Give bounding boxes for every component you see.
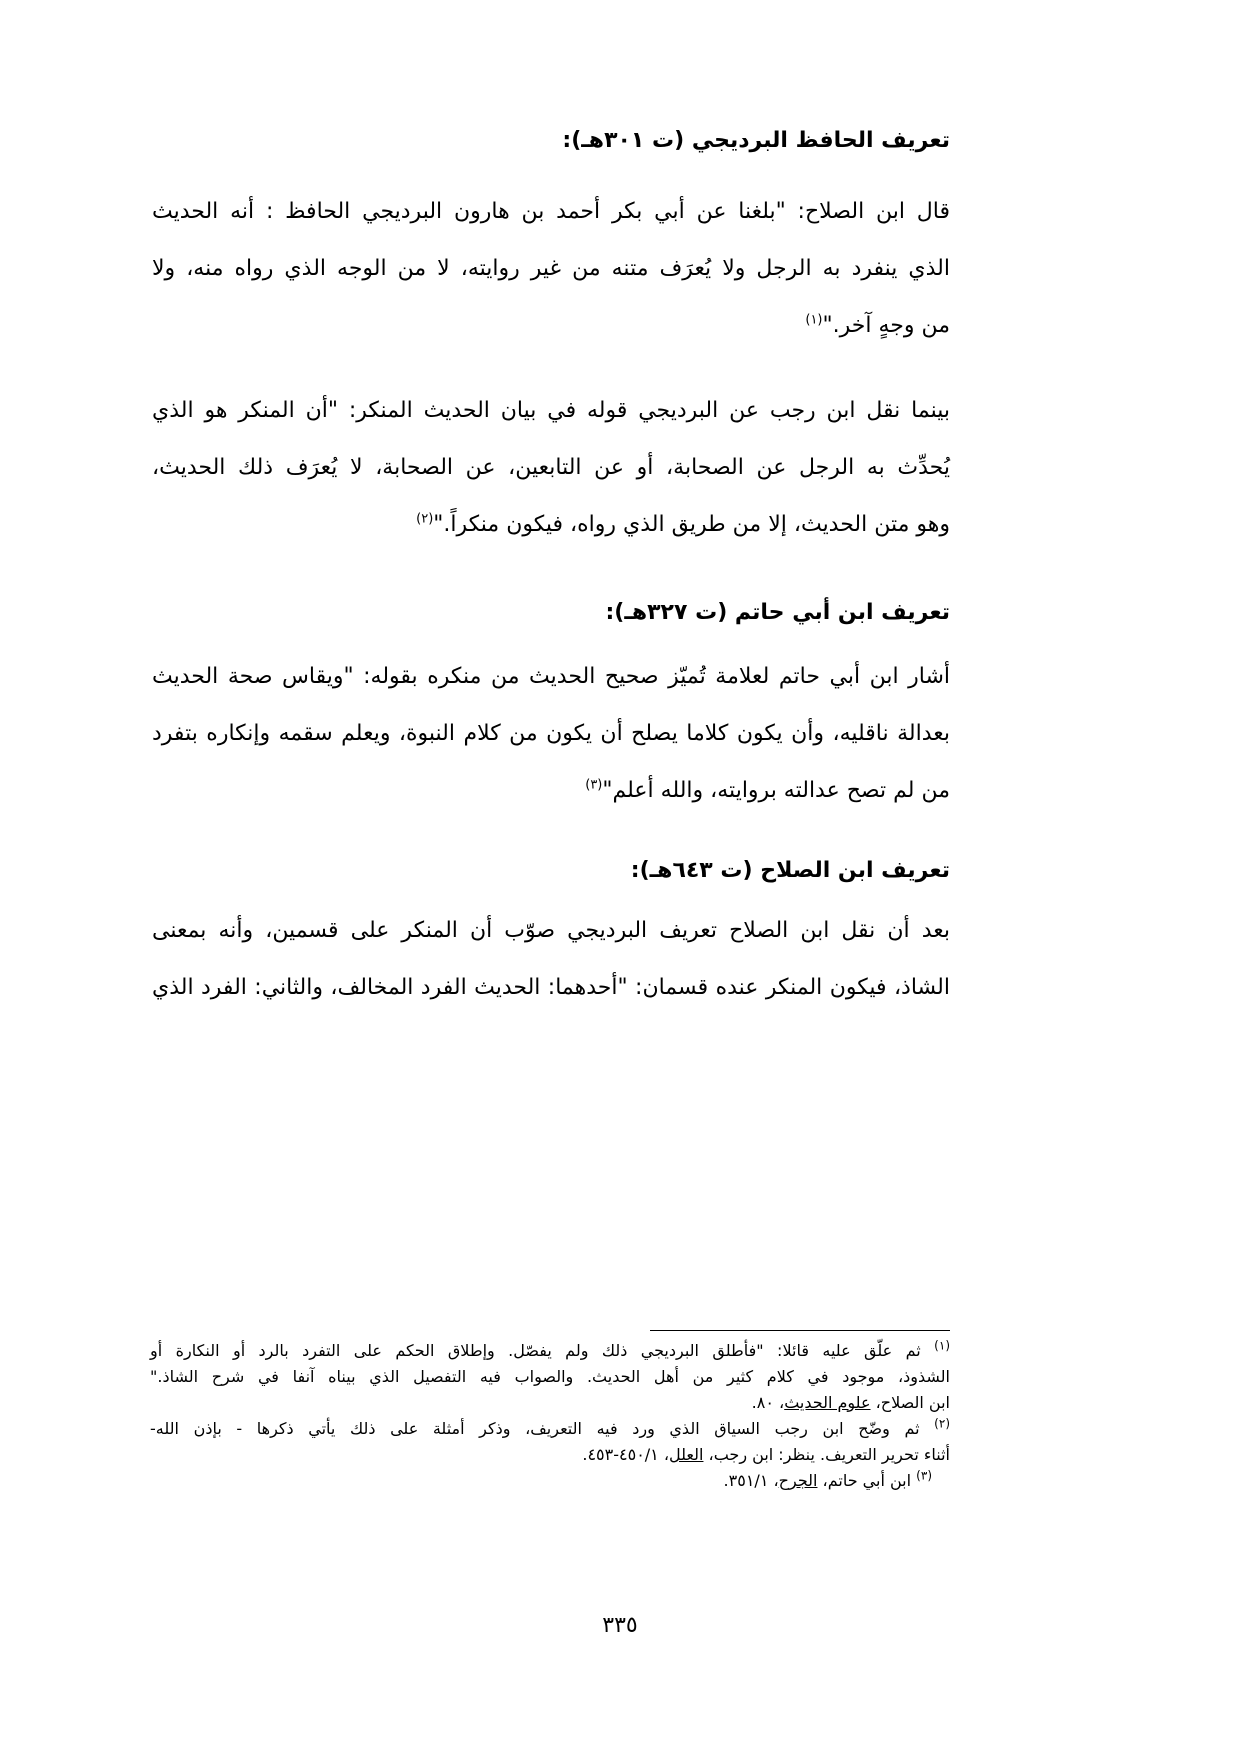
footnote-text: ثم وضّح ابن رجب السياق الذي ورد فيه التعريف، وذكر أمثلة على ذلك يأتي ذكرها - بإذن الله-	[150, 1419, 920, 1438]
paragraph-bardiji-quote	[152, 183, 950, 354]
footnotes	[150, 1338, 950, 1494]
footnote-2-line-2	[150, 1442, 950, 1468]
paragraph-line-last	[152, 496, 950, 553]
paragraph-ibn-al-salah	[152, 902, 950, 1016]
paragraph-ibn-abi-hatim	[152, 648, 950, 819]
paragraph-line-text: من وجهٍ آخر."	[822, 313, 950, 338]
footnote-1-line-3	[150, 1390, 950, 1416]
footnote-number: (٣)	[916, 1468, 932, 1483]
footnote-number: (١)	[934, 1338, 950, 1353]
footnote-1-line-2: الشذوذ، موجود في كلام كثير من أهل الحديث. والصواب فيه التفصيل الذي بيناه آنفا في شرح الشاذ."	[150, 1367, 950, 1386]
paragraph-line: بعد أن نقل ابن الصلاح تعريف البرديجي صوّب أن المنكر على قسمين، وأنه بمعنى	[152, 918, 950, 943]
footnote-number: (٢)	[934, 1416, 950, 1431]
footnote-book-title: الجرح	[778, 1471, 818, 1490]
footnote-ref-2[interactable]: (٢)	[416, 511, 434, 527]
footnote-3-line-1	[150, 1468, 950, 1494]
footnote-page: ، ٤٥٠/١-٤٥٣.	[582, 1445, 670, 1464]
footnote-separator	[650, 1330, 950, 1331]
section-heading-ibn-abi-hatim: تعريف ابن أبي حاتم (ت ٣٢٧هـ):	[605, 600, 950, 625]
paragraph-line: يُحدِّث به الرجل عن الصحابة، أو عن التابعين، عن الصحابة، لا يُعرَف ذلك الحديث،	[152, 455, 950, 480]
paragraph-line: بعدالة ناقليه، وأن يكون كلاما يصلح أن يكون من كلام النبوة، ويعلم سقمه وإنكاره بتفرد	[152, 721, 950, 746]
section-heading-bardiji: تعريف الحافظ البرديجي (ت ٣٠١هـ):	[562, 128, 950, 153]
paragraph-line-text: وهو متن الحديث، إلا من طريق الذي رواه، فيكون منكراً."	[433, 512, 950, 537]
paragraph-line: الذي ينفرد به الرجل ولا يُعرَف متنه من غير روايته، لا من الوجه الذي رواه منه، ولا	[152, 256, 950, 281]
paragraph-line-last	[152, 297, 950, 354]
section-heading-ibn-al-salah: تعريف ابن الصلاح (ت ٦٤٣هـ):	[630, 858, 950, 883]
paragraph-line: الشاذ، فيكون المنكر عنده قسمان: "أحدهما: الحديث الفرد المخالف، والثاني: الفرد الذي	[152, 975, 950, 1000]
paragraph-line: قال ابن الصلاح: "بلغنا عن أبي بكر أحمد بن هارون البرديجي الحافظ : أنه الحديث	[152, 199, 950, 224]
footnote-author: ابن الصلاح،	[870, 1393, 950, 1412]
footnote-text: أثناء تحرير التعريف. ينظر: ابن رجب،	[703, 1445, 950, 1464]
footnote-page: ، ٣٥١/١.	[723, 1471, 779, 1490]
footnote-book-title: علوم الحديث	[784, 1393, 871, 1412]
footnote-author: ابن أبي حاتم،	[817, 1471, 912, 1490]
paragraph-line: بينما نقل ابن رجب عن البرديجي قوله في بيان الحديث المنكر: "أن المنكر هو الذي	[152, 398, 950, 423]
footnote-page: ، ٨٠.	[751, 1393, 785, 1412]
footnote-text: ثم علّق عليه قائلا: "فأطلق البرديجي ذلك ولم يفصّل. وإطلاق الحكم على التفرد بالرد أو النكارة أو	[150, 1341, 921, 1360]
paragraph-line-text: من لم تصح عدالته بروايته، والله أعلم"	[602, 778, 950, 803]
footnote-1-line-1	[150, 1338, 950, 1364]
page-number: ٣٣٥	[602, 1613, 638, 1638]
paragraph-ibn-rajab	[152, 382, 950, 553]
footnote-book-title: العلل	[669, 1445, 704, 1464]
footnote-ref-1[interactable]: (١)	[805, 312, 823, 328]
paragraph-line-last	[152, 762, 950, 819]
footnote-ref-3[interactable]: (٣)	[585, 777, 603, 793]
footnote-2-line-1	[150, 1416, 950, 1442]
paragraph-line: أشار ابن أبي حاتم لعلامة تُميّز صحيح الحديث من منكره بقوله: "ويقاس صحة الحديث	[152, 664, 950, 689]
